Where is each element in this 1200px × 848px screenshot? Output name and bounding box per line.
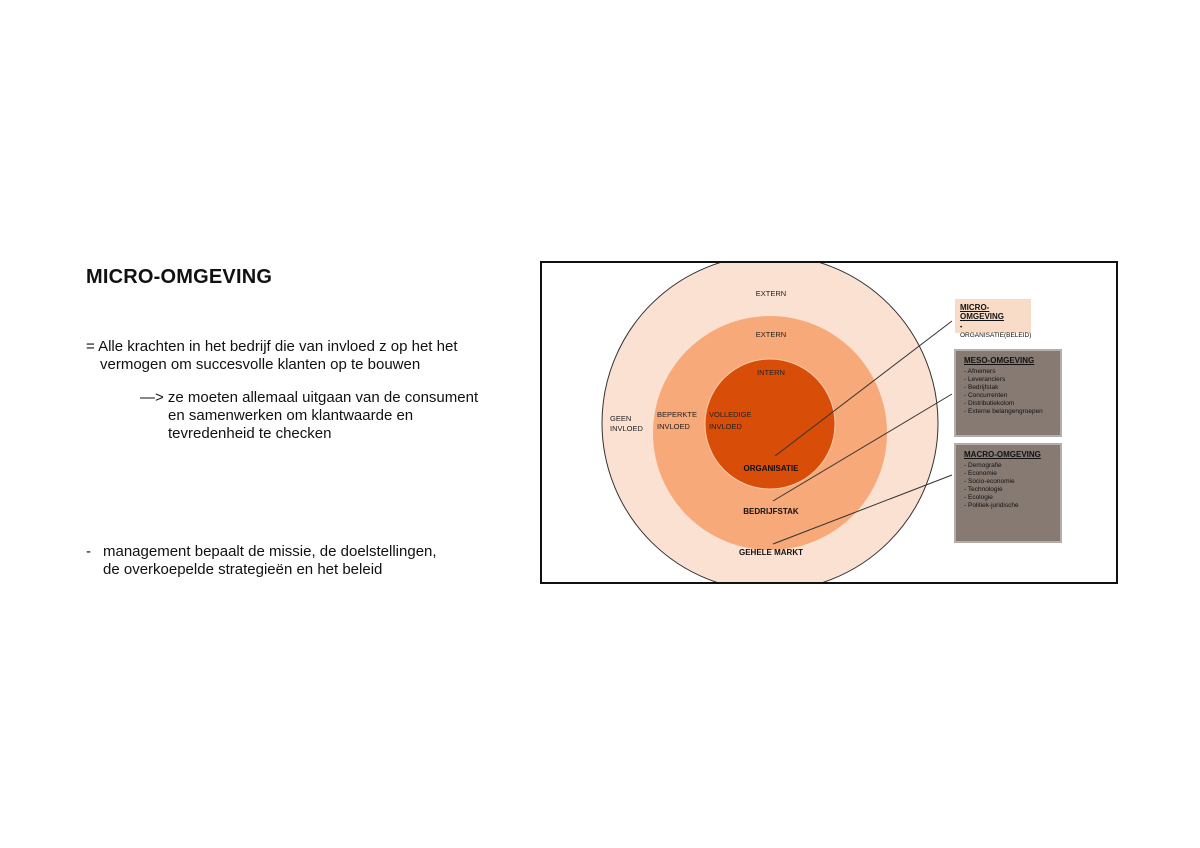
diagram-frame bbox=[540, 261, 1118, 584]
macro-environment-box bbox=[954, 443, 1062, 543]
macro-box-item: - Technologie bbox=[964, 486, 1052, 494]
meso-box-item: - Distributiekolom bbox=[964, 400, 1052, 408]
outer-side-label-2: INVLOED bbox=[610, 424, 643, 433]
consequence-line-1: —> ze moeten allemaal uitgaan van de consument bbox=[140, 389, 479, 406]
page-title: MICRO-OMGEVING bbox=[86, 266, 273, 288]
consequence-line-3: tevredenheid te checken bbox=[168, 425, 332, 442]
outer-side-label-1: GEEN bbox=[610, 414, 632, 423]
macro-box-item: - Socio-economie bbox=[964, 478, 1052, 486]
outer-top-label: EXTERN bbox=[755, 289, 787, 298]
meso-box-item: - Externe belangengroepen bbox=[964, 408, 1052, 416]
micro-box-title: MICRO-OMGEVING bbox=[960, 303, 1005, 321]
meso-box-item: - Concurrenten bbox=[964, 392, 1052, 400]
meso-box-item: - Afnemers bbox=[964, 368, 1052, 376]
bullet-dash: - bbox=[86, 543, 91, 560]
middle-bottom-label: BEDRIJFSTAK bbox=[743, 507, 799, 516]
consequence-line-2: en samenwerken om klantwaarde en bbox=[168, 407, 414, 424]
macro-box-item: - Politiek-juridische bbox=[964, 502, 1052, 510]
macro-box-item: - Demografie bbox=[964, 462, 1052, 470]
meso-box-item: - Leveranciers bbox=[964, 376, 1052, 384]
middle-side-label-1: BEPERKTE bbox=[657, 410, 698, 419]
management-line-1: management bepaalt de missie, de doelstellingen, bbox=[103, 543, 437, 560]
macro-box-list bbox=[964, 462, 1052, 510]
management-bullet bbox=[86, 543, 437, 579]
meso-environment-box bbox=[954, 349, 1062, 437]
micro-environment-box bbox=[955, 299, 1032, 339]
consequence-text bbox=[140, 389, 478, 443]
definition-text bbox=[86, 338, 458, 374]
macro-box-title: MACRO-OMGEVING bbox=[964, 450, 1041, 459]
definition-line-1: = Alle krachten in het bedrijf die van invloed z op het het bbox=[86, 338, 458, 355]
micro-box-item: • ORGANISATIE(BELEID) bbox=[960, 324, 1026, 340]
macro-box-item: - Ecologie bbox=[964, 494, 1052, 502]
definition-line-2: vermogen om succesvolle klanten op te bouwen bbox=[100, 356, 421, 373]
inner-side-label-2: INVLOED bbox=[709, 422, 742, 431]
macro-box-item: - Economie bbox=[964, 470, 1052, 478]
middle-side-label-2: INVLOED bbox=[657, 422, 690, 431]
inner-side-label-1: VOLLEDIGE bbox=[709, 410, 752, 419]
middle-top-label: EXTERN bbox=[755, 330, 787, 339]
inner-top-label: INTERN bbox=[757, 368, 785, 377]
meso-box-item: - Bedrijfstak bbox=[964, 384, 1052, 392]
micro-box-list bbox=[960, 324, 1032, 340]
inner-bottom-label: ORGANISATIE bbox=[743, 464, 799, 473]
management-line-2: de overkoepelde strategieën en het beleid bbox=[103, 561, 383, 578]
meso-box-list bbox=[964, 368, 1052, 416]
outer-bottom-label: GEHELE MARKT bbox=[739, 548, 803, 557]
meso-box-title: MESO-OMGEVING bbox=[964, 356, 1035, 365]
